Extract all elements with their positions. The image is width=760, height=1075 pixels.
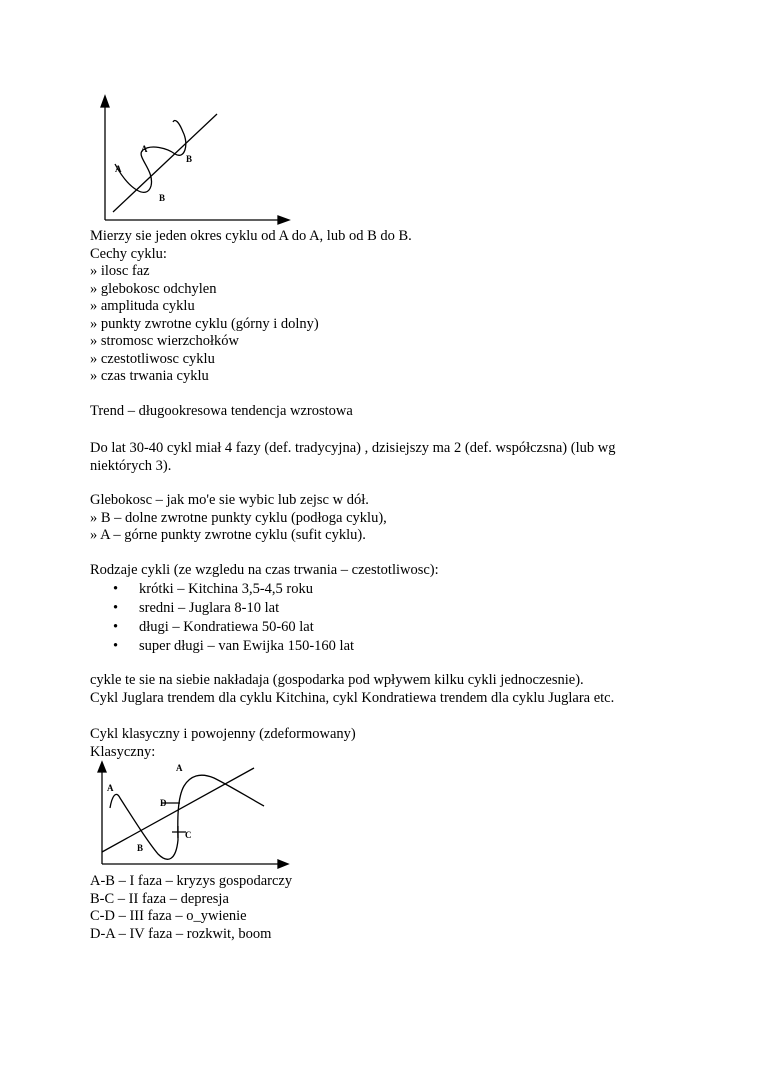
feature-item: » amplituda cyklu <box>90 298 195 314</box>
label-d: D <box>160 798 167 808</box>
overlap-line-2: Cykl Juglara trendem dla cyklu Kitchina, cykl Kondratiewa trendem dla cyklu Juglara etc. <box>90 689 615 706</box>
phase-item: D-A – IV faza – rozkwit, boom <box>90 925 272 942</box>
feature-item: » ilosc faz <box>90 263 150 279</box>
overlap-line-1: cykle te sie na siebie nakładaja (gospodarka pod wpływem kilku cykli jednoczesnie). <box>90 672 584 688</box>
features-heading: Cechy cyklu: <box>90 245 167 262</box>
phases-paragraph: Do lat 30-40 cykl miał 4 fazy (def. tradycyjna) , dzisiejszy ma 2 (def. współczsna) (lub wg niektórych 3). <box>90 440 616 474</box>
types-list <box>113 581 354 657</box>
feature-item: » czas trwania cyklu <box>90 368 209 384</box>
label-a-top: A <box>176 763 183 773</box>
label-a-top: A <box>141 144 148 154</box>
trend-line-text: Trend – długookresowa tendencja wzrostowa <box>90 403 353 419</box>
label-a-left: A <box>107 783 114 793</box>
types-list-item: • krótki – Kitchina 3,5-4,5 roku <box>113 581 313 597</box>
marker-c <box>172 826 186 838</box>
depth-section <box>90 492 387 545</box>
measure-line: Mierzy sie jeden okres cyklu od A do A, lub od B do B. <box>90 228 412 244</box>
phase-item: C-D – III faza – o_ywienie <box>90 908 247 924</box>
classic-subheading: Klasyczny: <box>90 743 156 760</box>
types-heading: Rodzaje cykli (ze wzgledu na czas trwania – czestotliwosc): <box>90 562 439 578</box>
depth-line: Glebokosc – jak mo'e sie wybic lub zejsc w dół. <box>90 492 369 508</box>
feature-item: » punkty zwrotne cyklu (górny i dolny) <box>90 315 319 332</box>
feature-item: » glebokosc odchylen <box>90 280 217 297</box>
bullet: • <box>113 638 119 654</box>
bullet: • <box>113 581 119 597</box>
label-a-left: A <box>115 164 122 174</box>
section-cycle-features <box>90 228 412 386</box>
x-axis-arrowhead <box>278 216 289 224</box>
y-axis-arrowhead <box>101 96 109 107</box>
phase-item: A-B – I faza – kryzys gospodarczy <box>90 873 293 889</box>
depth-item: » B – dolne zwrotne punkty cyklu (podłoga cyklu), <box>90 509 387 526</box>
phase-item: B-C – II faza – depresja <box>90 890 229 907</box>
feature-item: » stromosc wierzchołków <box>90 333 239 349</box>
trend-paragraph <box>90 403 353 421</box>
cycle-curve <box>110 775 264 859</box>
feature-item: » czestotliwosc cyklu <box>90 350 215 367</box>
bullet: • <box>113 600 119 616</box>
cycle-diagram-2 <box>90 760 295 872</box>
cycle-curve <box>115 120 186 192</box>
label-b-right: B <box>186 154 193 164</box>
types-section <box>90 562 439 580</box>
classic-heading: Cykl klasyczny i powojenny (zdeformowany) <box>90 726 356 742</box>
bullet: • <box>113 619 119 635</box>
classic-section <box>90 726 356 761</box>
cycle-diagram-1 <box>95 92 295 227</box>
x-axis-arrowhead <box>278 860 288 868</box>
label-b: B <box>137 843 144 853</box>
y-axis-arrowhead <box>98 762 106 772</box>
types-list-item: • super długi – van Ewijka 150-160 lat <box>113 638 355 654</box>
types-list-item: • długi – Kondratiewa 50-60 lat <box>113 619 314 635</box>
label-c: C <box>185 830 192 840</box>
types-list-item: • sredni – Juglara 8-10 lat <box>113 600 280 616</box>
label-b-bottom: B <box>159 193 166 203</box>
phases-list <box>90 873 292 943</box>
overlap-section <box>90 672 614 707</box>
depth-item: » A – górne punkty zwrotne cyklu (sufit cyklu). <box>90 527 366 543</box>
